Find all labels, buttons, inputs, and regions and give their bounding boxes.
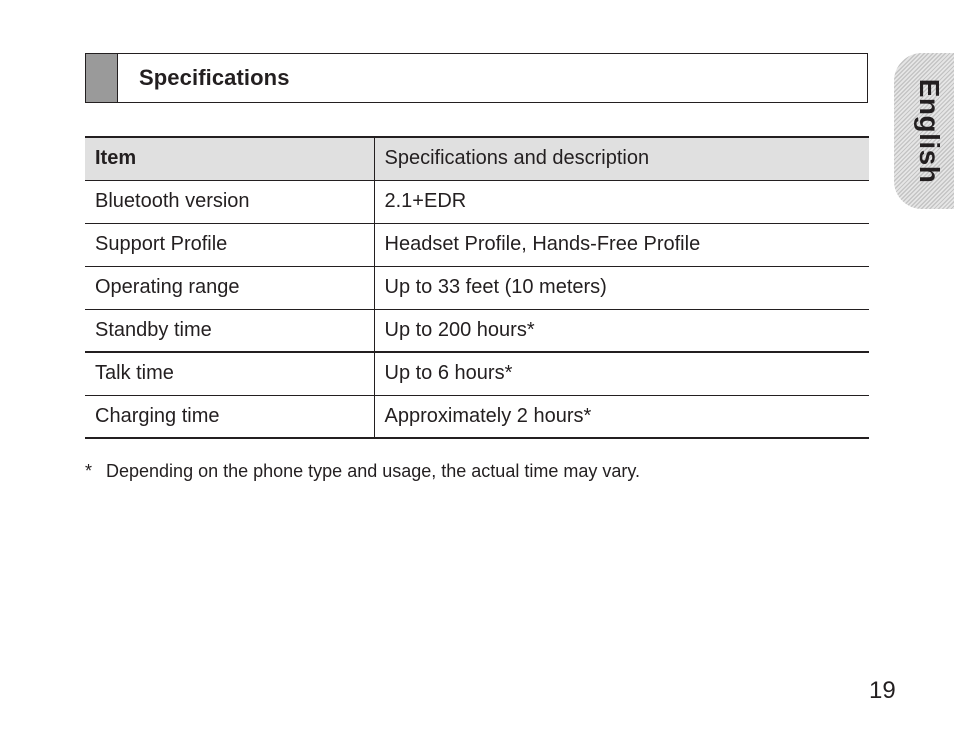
- column-header-description: Specifications and description: [374, 137, 869, 180]
- language-side-tab: [894, 53, 954, 209]
- section-header-marker: [86, 54, 118, 102]
- table-row: [85, 266, 869, 309]
- footnote-text: Depending on the phone type and usage, the actual time may vary.: [106, 461, 641, 481]
- row-description-cell: Up to 6 hours*: [374, 352, 869, 395]
- row-item-cell: Support Profile: [85, 223, 374, 266]
- row-item-cell: Operating range: [85, 266, 374, 309]
- table-row: [85, 395, 869, 438]
- row-item-cell: Standby time: [85, 309, 374, 352]
- row-description-cell: Headset Profile, Hands-Free Profile: [374, 223, 869, 266]
- language-tab-label: English: [914, 78, 945, 184]
- row-item-cell: Charging time: [85, 395, 374, 438]
- table-row: [85, 180, 869, 223]
- page-number: 19: [869, 677, 896, 704]
- section-title: Specifications: [139, 65, 290, 90]
- section-header: [85, 53, 868, 103]
- column-header-item: Item: [85, 137, 374, 180]
- row-description-cell: Up to 33 feet (10 meters): [374, 266, 869, 309]
- table-row: [85, 352, 869, 395]
- row-item-cell: Bluetooth version: [85, 180, 374, 223]
- table-row: [85, 223, 869, 266]
- row-description-cell: Approximately 2 hours*: [374, 395, 869, 438]
- footnote: [85, 461, 640, 482]
- row-description-cell: 2.1+EDR: [374, 180, 869, 223]
- table-header-row: [85, 137, 869, 180]
- specifications-table: [85, 136, 869, 439]
- row-description-cell: Up to 200 hours*: [374, 309, 869, 352]
- table-row: [85, 309, 869, 352]
- row-item-cell: Talk time: [85, 352, 374, 395]
- footnote-marker: *: [85, 461, 93, 481]
